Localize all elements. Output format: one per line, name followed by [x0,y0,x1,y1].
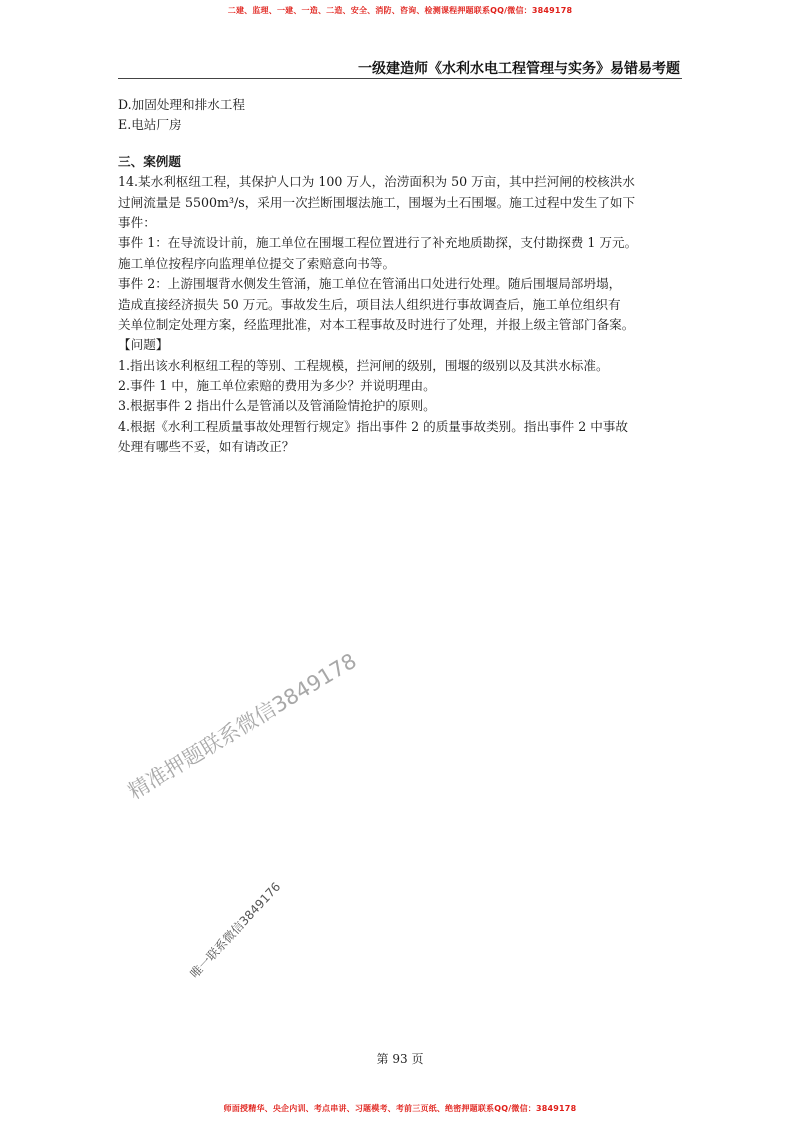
question-item: 3.根据事件 2 指出什么是管涌以及管涌险情抢护的原则。 [118,398,436,414]
questions-heading: 【问题】 [118,337,169,353]
page-number: 第 93 页 [376,1052,424,1066]
option-e: E.电站厂房 [118,117,182,133]
event-line: 施工单位按程序向监理单位提交了索赔意向书等。 [118,255,396,271]
question-item: 1.指出该水利枢纽工程的等别、工程规模，拦河闸的级别，围堰的级别以及其洪水标准。 [118,357,609,373]
event-line: 关单位制定处理方案，经监理批准，对本工程事故及时进行了处理，并报上级主管部门备案。 [118,316,635,332]
watermark-small: 唯一联系微信3849176 [187,879,284,981]
bottom-banner: 师面授精华、央企内训、考点串讲、习题模考、考前三页纸、绝密押题联系QQ/微信：3849178 [223,1104,577,1113]
option-d: D.加固处理和排水工程 [118,97,245,112]
question-item: 4.根据《水利工程质量事故处理暂行规定》指出事件 2 的质量事故类别。指出事件 2 中事故 [118,418,629,434]
event-line: 事件 1：在导流设计前，施工单位在围堰工程位置进行了补充地质勘探，支付勘探费 1 万元。 [118,235,638,251]
page-header-title: 一级建造师《水利水电工程管理与实务》易错易考题 [358,61,680,77]
header-rule [118,78,682,79]
question-intro-line: 14.某水利枢纽工程，其保护人口为 100 万人，治涝面积为 50 万亩，其中拦河闸的校核洪水 [118,174,635,190]
document-body [118,95,684,458]
question-item: 2.事件 1 中，施工单位索赔的费用为多少？并说明理由。 [118,378,436,394]
question-intro-line: 事件： [118,214,156,230]
section-title: 三、案例题 [118,153,181,169]
question-item: 处理有哪些不妥，如有请改正？ [118,439,295,455]
question-intro-line: 过闸流量是 5500m³/s，采用一次拦断围堰法施工，围堰为土石围堰。施工过程中发生了如下 [118,194,636,210]
watermark-large: 精准押题联系微信3849178 [124,648,361,805]
event-line: 造成直接经济损失 50 万元。事故发生后，项目法人组织进行事故调查后，施工单位组织有 [118,296,621,312]
top-banner: 二建、监理、一建、一造、二造、安全、消防、咨询、检测课程押题联系QQ/微信：3849178 [227,6,573,15]
event-line: 事件 2：上游围堰背水侧发生管涌，施工单位在管涌出口处进行处理。随后围堰局部坍塌， [118,276,622,292]
